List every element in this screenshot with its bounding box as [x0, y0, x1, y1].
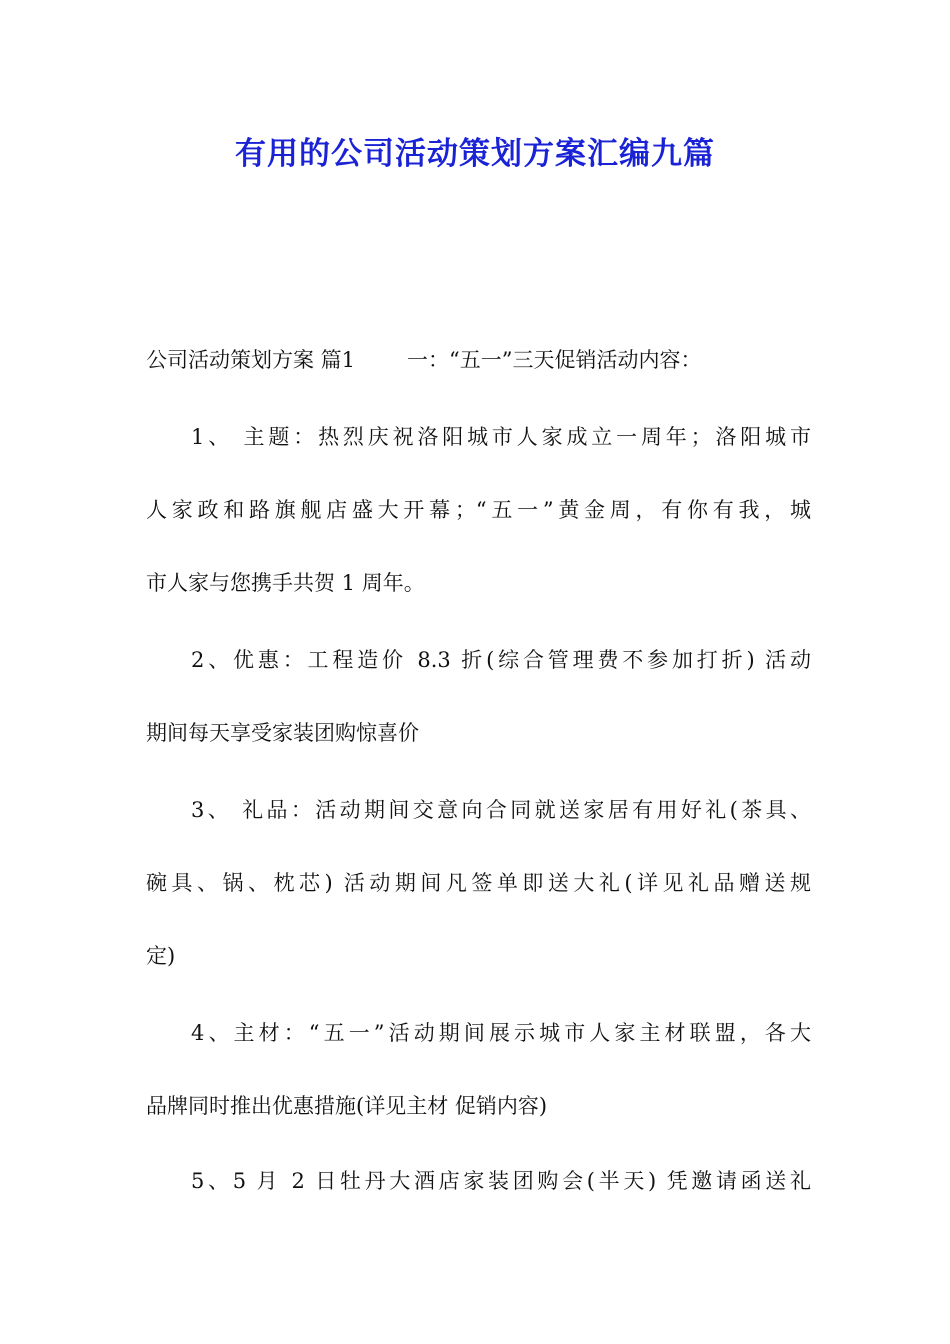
- paragraph-line: 定): [146, 944, 176, 968]
- paragraph-line: 品牌同时推出优惠措施(详见主材 促销内容): [146, 1094, 548, 1118]
- section-heading-sub: 一：“五一”三天促销活动内容：: [407, 348, 702, 372]
- paragraph-line: 期间每天享受家装团购惊喜价: [146, 721, 419, 745]
- paragraph-line: 5、5 月 2 日牡丹大酒店家装团购会(半天) 凭邀请函送礼: [191, 1169, 811, 1193]
- paragraph-line: 2、优惠：工程造价 8.3 折(综合管理费不参加打折) 活动: [191, 648, 811, 672]
- paragraph-line: 3、 礼品：活动期间交意向合同就送家居有用好礼(茶具、: [191, 798, 811, 822]
- paragraph-line: 碗具、锅、枕芯) 活动期间凡签单即送大礼(详见礼品赠送规: [146, 871, 811, 895]
- paragraph-line: 市人家与您携手共贺 1 周年。: [146, 571, 425, 595]
- document-title: 有用的公司活动策划方案汇编九篇: [235, 136, 715, 172]
- section-heading: [146, 344, 811, 376]
- paragraph-line: 人家政和路旗舰店盛大开幕；“五一”黄金周，有你有我，城: [146, 498, 811, 522]
- paragraph-line: 4、主材：“五一”活动期间展示城市人家主材联盟，各大: [191, 1021, 811, 1045]
- section-heading-label: 公司活动策划方案 篇1: [146, 348, 356, 372]
- paragraph-line: 1、 主题：热烈庆祝洛阳城市人家成立一周年；洛阳城市: [191, 425, 811, 449]
